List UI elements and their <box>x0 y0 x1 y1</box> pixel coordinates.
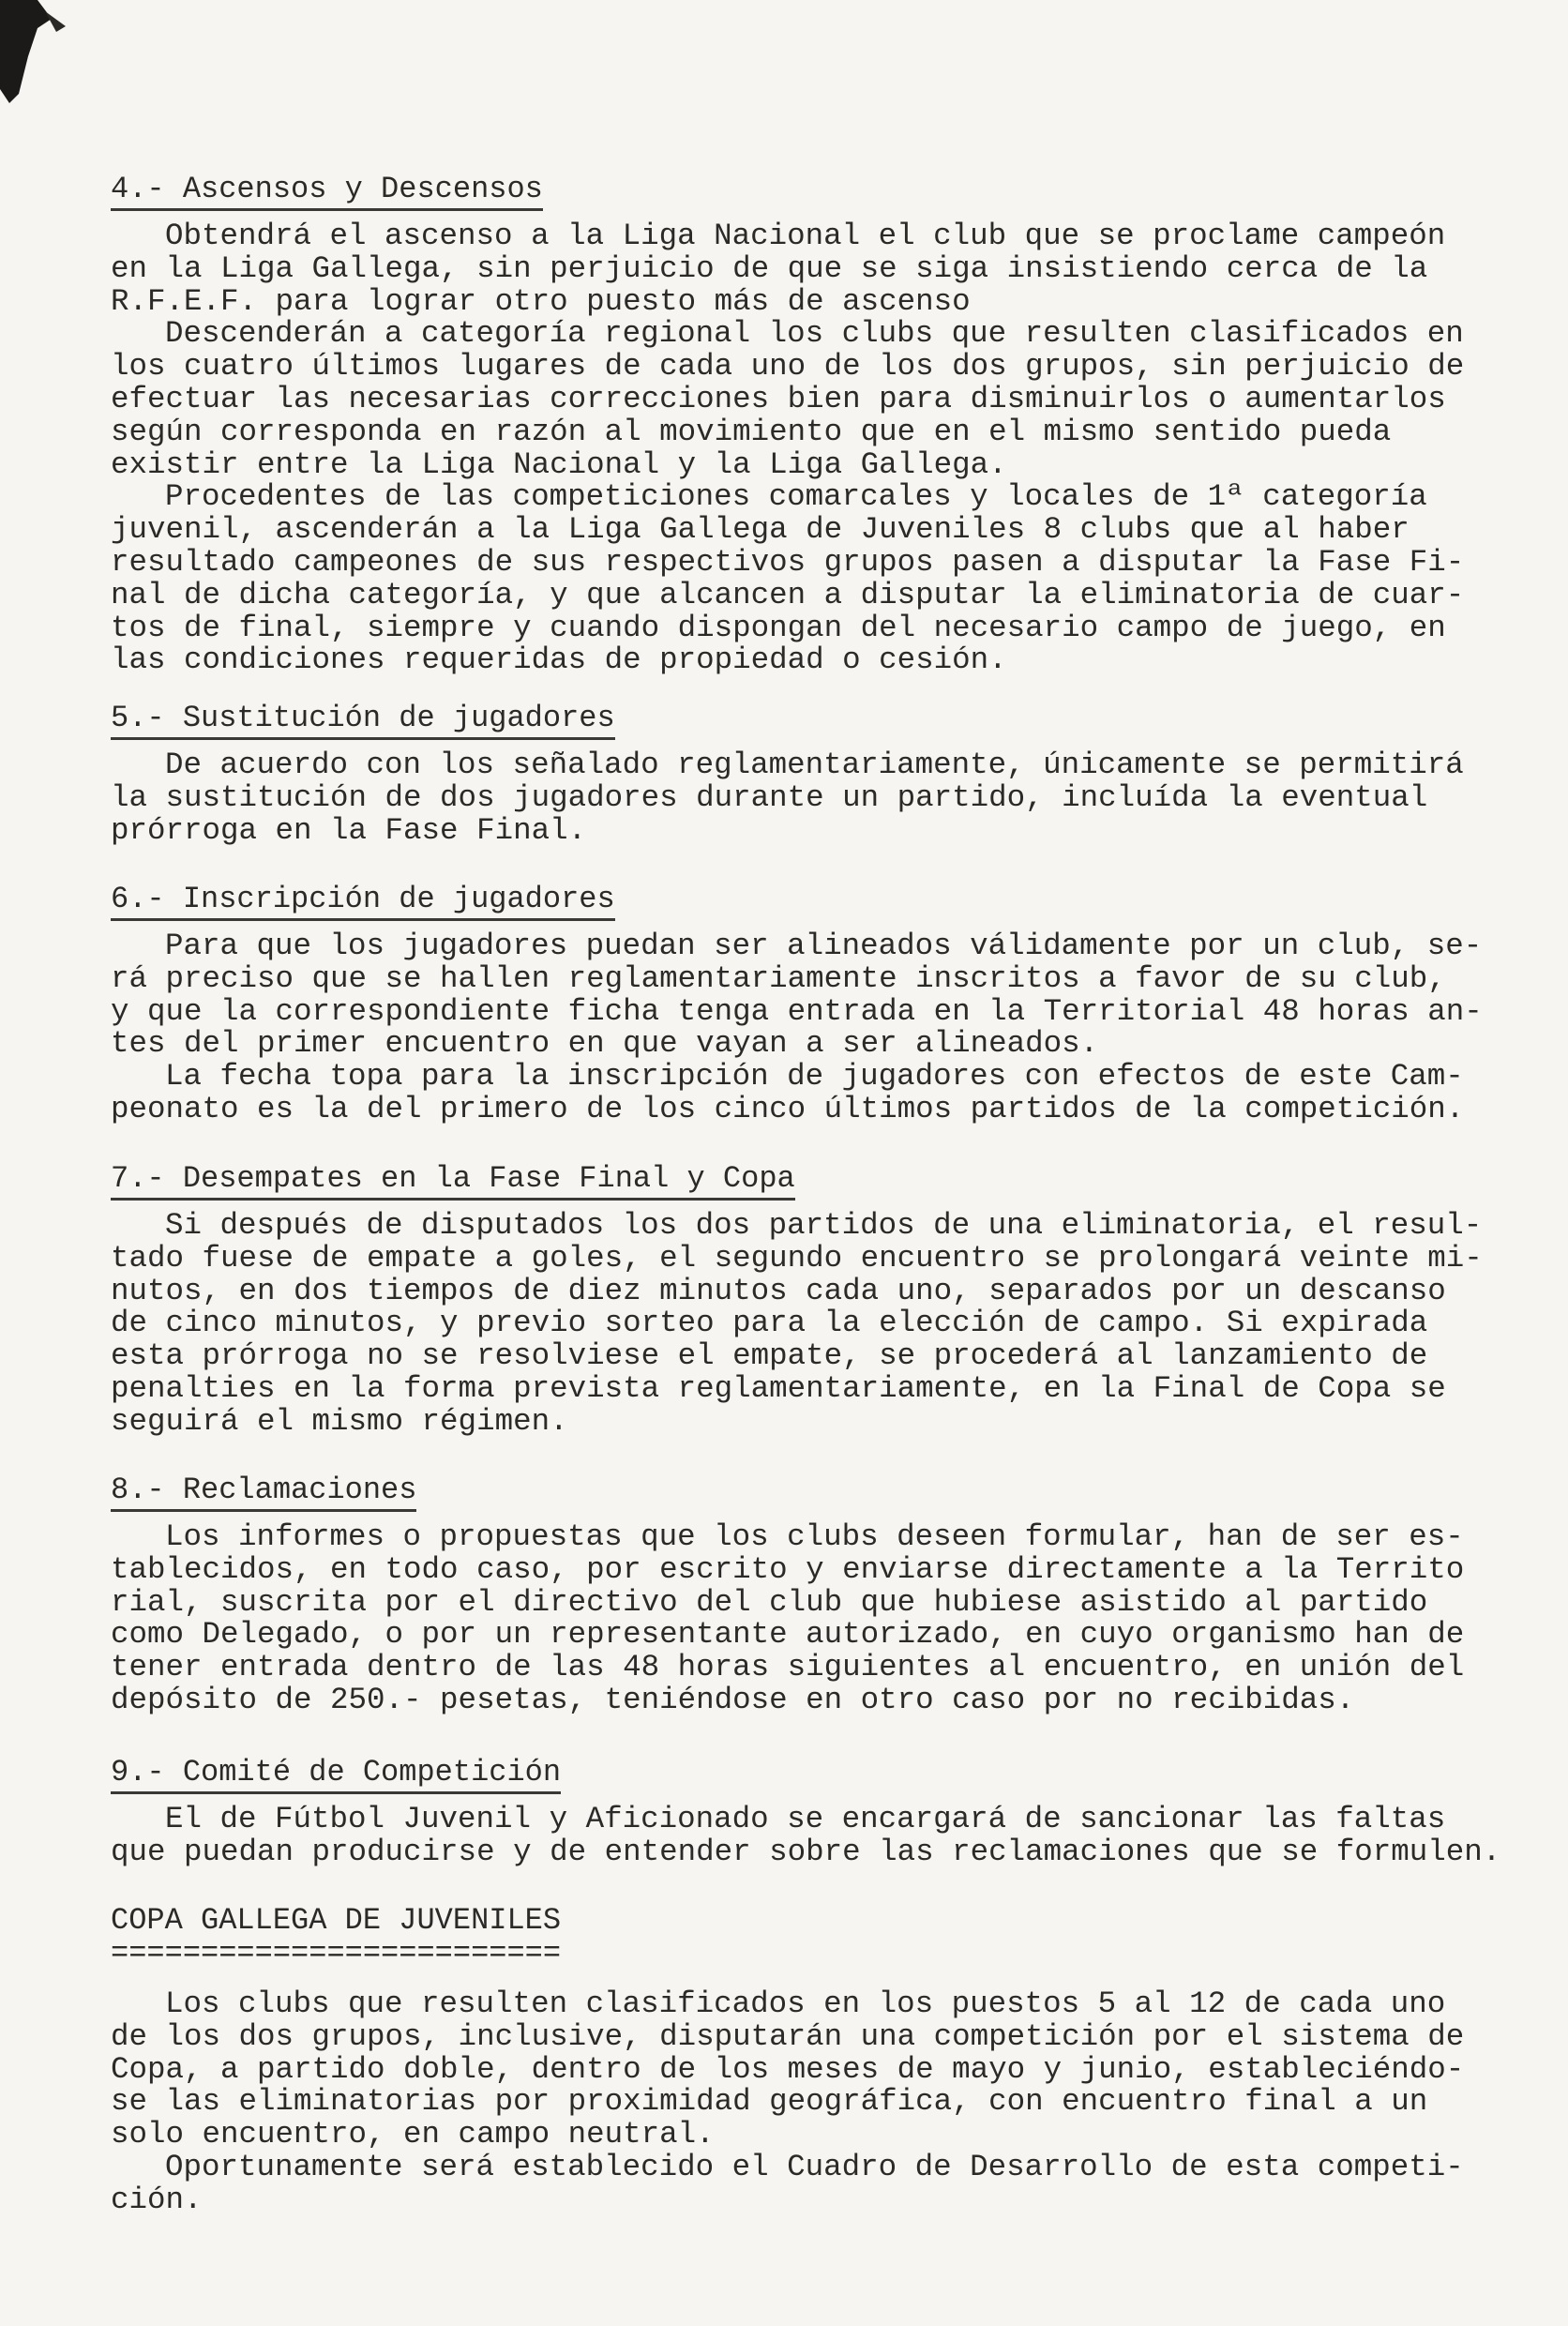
text-line: tos de final, siempre y cuando dispongan del necesario campo de juego, en <box>111 610 1446 645</box>
section-heading: 8.- Reclamaciones <box>111 1473 416 1512</box>
section-body <box>111 1804 1536 1869</box>
section-6 <box>111 883 1536 1126</box>
section-4 <box>111 173 1536 677</box>
text-line: tener entrada dentro de las 48 horas siguientes al encuentro, en unión del <box>111 1650 1465 1685</box>
text-line: Para que los jugadores puedan ser alineados válidamente por un club, se- <box>165 929 1483 963</box>
text-line: se las eliminatorias por proximidad geográfica, con encuentro final a un <box>111 2084 1428 2120</box>
text-line: y que la correspondiente ficha tenga entrada en la Territorial 48 horas an- <box>111 993 1483 1029</box>
text-line: según corresponda en razón al movimiento que en el mismo sentido pueda <box>111 414 1392 449</box>
text-line: tablecidos, en todo caso, por escrito y enviarse directamente a la Territo <box>111 1551 1465 1587</box>
text-line: Los clubs que resulten clasificados en los puestos 5 al 12 de cada uno <box>165 1986 1446 2021</box>
text-line: penalties en la forma prevista reglamentariamente, en la Final de Copa se <box>111 1370 1446 1406</box>
text-line: Los informes o propuestas que los clubs deseen formular, han de ser es- <box>165 1519 1464 1554</box>
section-8 <box>111 1473 1536 1717</box>
text-line: Descenderán a categoría regional los clubs que resulten clasificados en <box>165 316 1464 352</box>
section-heading: 7.- Desempates en la Fase Final y Copa <box>111 1162 795 1201</box>
section-body <box>111 930 1536 1126</box>
section-body <box>111 1210 1536 1439</box>
text-line: tado fuese de empate a goles, el segundo encuentro se prolongará veinte mi- <box>111 1240 1483 1276</box>
text-line: efectuar las necesarias correcciones bien para disminuirlos o aumentarlos <box>111 381 1446 416</box>
section-body <box>111 749 1536 847</box>
copa-section <box>111 1904 1536 2217</box>
section-body <box>111 1521 1536 1717</box>
text-line: Si después de disputados los dos partidos de una eliminatoria, el resul- <box>165 1208 1483 1243</box>
copa-heading-underline: ========================= <box>111 1936 562 1971</box>
text-line: existir entre la Liga Nacional y la Liga Gallega. <box>111 446 1007 482</box>
text-line: Obtendrá el ascenso a la Liga Nacional el club que se proclame campeón <box>165 219 1446 253</box>
section-heading: 5.- Sustitución de jugadores <box>111 702 615 740</box>
text-line: las condiciones requeridas de propiedad o cesión. <box>111 642 1007 678</box>
text-line: La fecha topa para la inscripción de jugadores con efectos de este Cam- <box>165 1059 1464 1095</box>
text-line: rial, suscrita por el directivo del club que hubiese asistido al partido <box>111 1584 1428 1620</box>
text-line: tes del primer encuentro en que vayan a ser alineados. <box>111 1026 1099 1062</box>
section-7 <box>111 1162 1536 1439</box>
text-line: nal de dicha categoría, y que alcancen a disputar la eliminatoria de cuar- <box>111 577 1465 612</box>
section-heading: 9.- Comité de Competición <box>111 1756 561 1794</box>
text-line: Oportunamente será establecido el Cuadro de Desarrollo de esta competi- <box>165 2149 1464 2184</box>
text-line: De acuerdo con los señalado reglamentariamente, únicamente se permitirá <box>165 748 1464 782</box>
section-9 <box>111 1756 1536 1869</box>
text-line: rá preciso que se hallen reglamentariamente inscritos a favor de su club, <box>111 960 1446 996</box>
text-line: R.F.E.F. para lograr otro puesto más de ascenso <box>111 283 971 319</box>
text-line: peonato es la del primero de los cinco últimos partidos de la competición. <box>111 1091 1465 1126</box>
copa-heading: COPA GALLEGA DE JUVENILES <box>111 1903 562 1938</box>
section-heading: 4.- Ascensos y Descensos <box>111 173 543 211</box>
ink-smudge <box>0 0 66 103</box>
text-line: juvenil, ascenderán a la Liga Gallega de Juveniles 8 clubs que al haber <box>111 512 1410 548</box>
text-line: de los dos grupos, inclusive, disputarán una competición por el sistema de <box>111 2018 1465 2054</box>
text-line: que puedan producirse y de entender sobre las reclamaciones que se formulen. <box>111 1834 1501 1869</box>
text-line: de cinco minutos, y previo sorteo para la elección de campo. Si expirada <box>111 1306 1428 1341</box>
section-heading: 6.- Inscripción de jugadores <box>111 883 615 921</box>
text-line: los cuatro últimos lugares de cada uno de los dos grupos, sin perjuicio de <box>111 349 1465 385</box>
text-line: como Delegado, o por un representante autorizado, en cuyo organismo han de <box>111 1617 1465 1653</box>
text-line: esta prórroga no se resolviese el empate, se procederá al lanzamiento de <box>111 1338 1428 1374</box>
text-line: en la Liga Gallega, sin perjuicio de que se siga insistiendo cerca de la <box>111 250 1428 286</box>
section-body <box>111 220 1536 677</box>
text-line: la sustitución de dos jugadores durante un partido, incluída la eventual <box>111 779 1428 815</box>
text-line: solo encuentro, en campo neutral. <box>111 2117 715 2152</box>
text-line: nutos, en dos tiempos de diez minutos cada uno, separados por un descanso <box>111 1273 1446 1308</box>
text-line: El de Fútbol Juvenil y Aficionado se encargará de sancionar las faltas <box>165 1802 1446 1836</box>
text-line: Copa, a partido doble, dentro de los meses de mayo y junio, estableciéndo- <box>111 2051 1465 2087</box>
text-line: ción. <box>111 2182 203 2217</box>
section-5 <box>111 702 1536 847</box>
text-line: prórroga en la Fase Final. <box>111 812 587 848</box>
text-line: depósito de 250.- pesetas, teniéndose en otro caso por no recibidas. <box>111 1682 1355 1717</box>
text-line: resultado campeones de sus respectivos grupos pasen a disputar la Fase Fi- <box>111 544 1465 580</box>
text-line: Procedentes de las competiciones comarcales y locales de 1ª categoría <box>165 479 1427 515</box>
copa-body <box>111 1988 1536 2217</box>
text-line: seguirá el mismo régimen. <box>111 1403 568 1439</box>
